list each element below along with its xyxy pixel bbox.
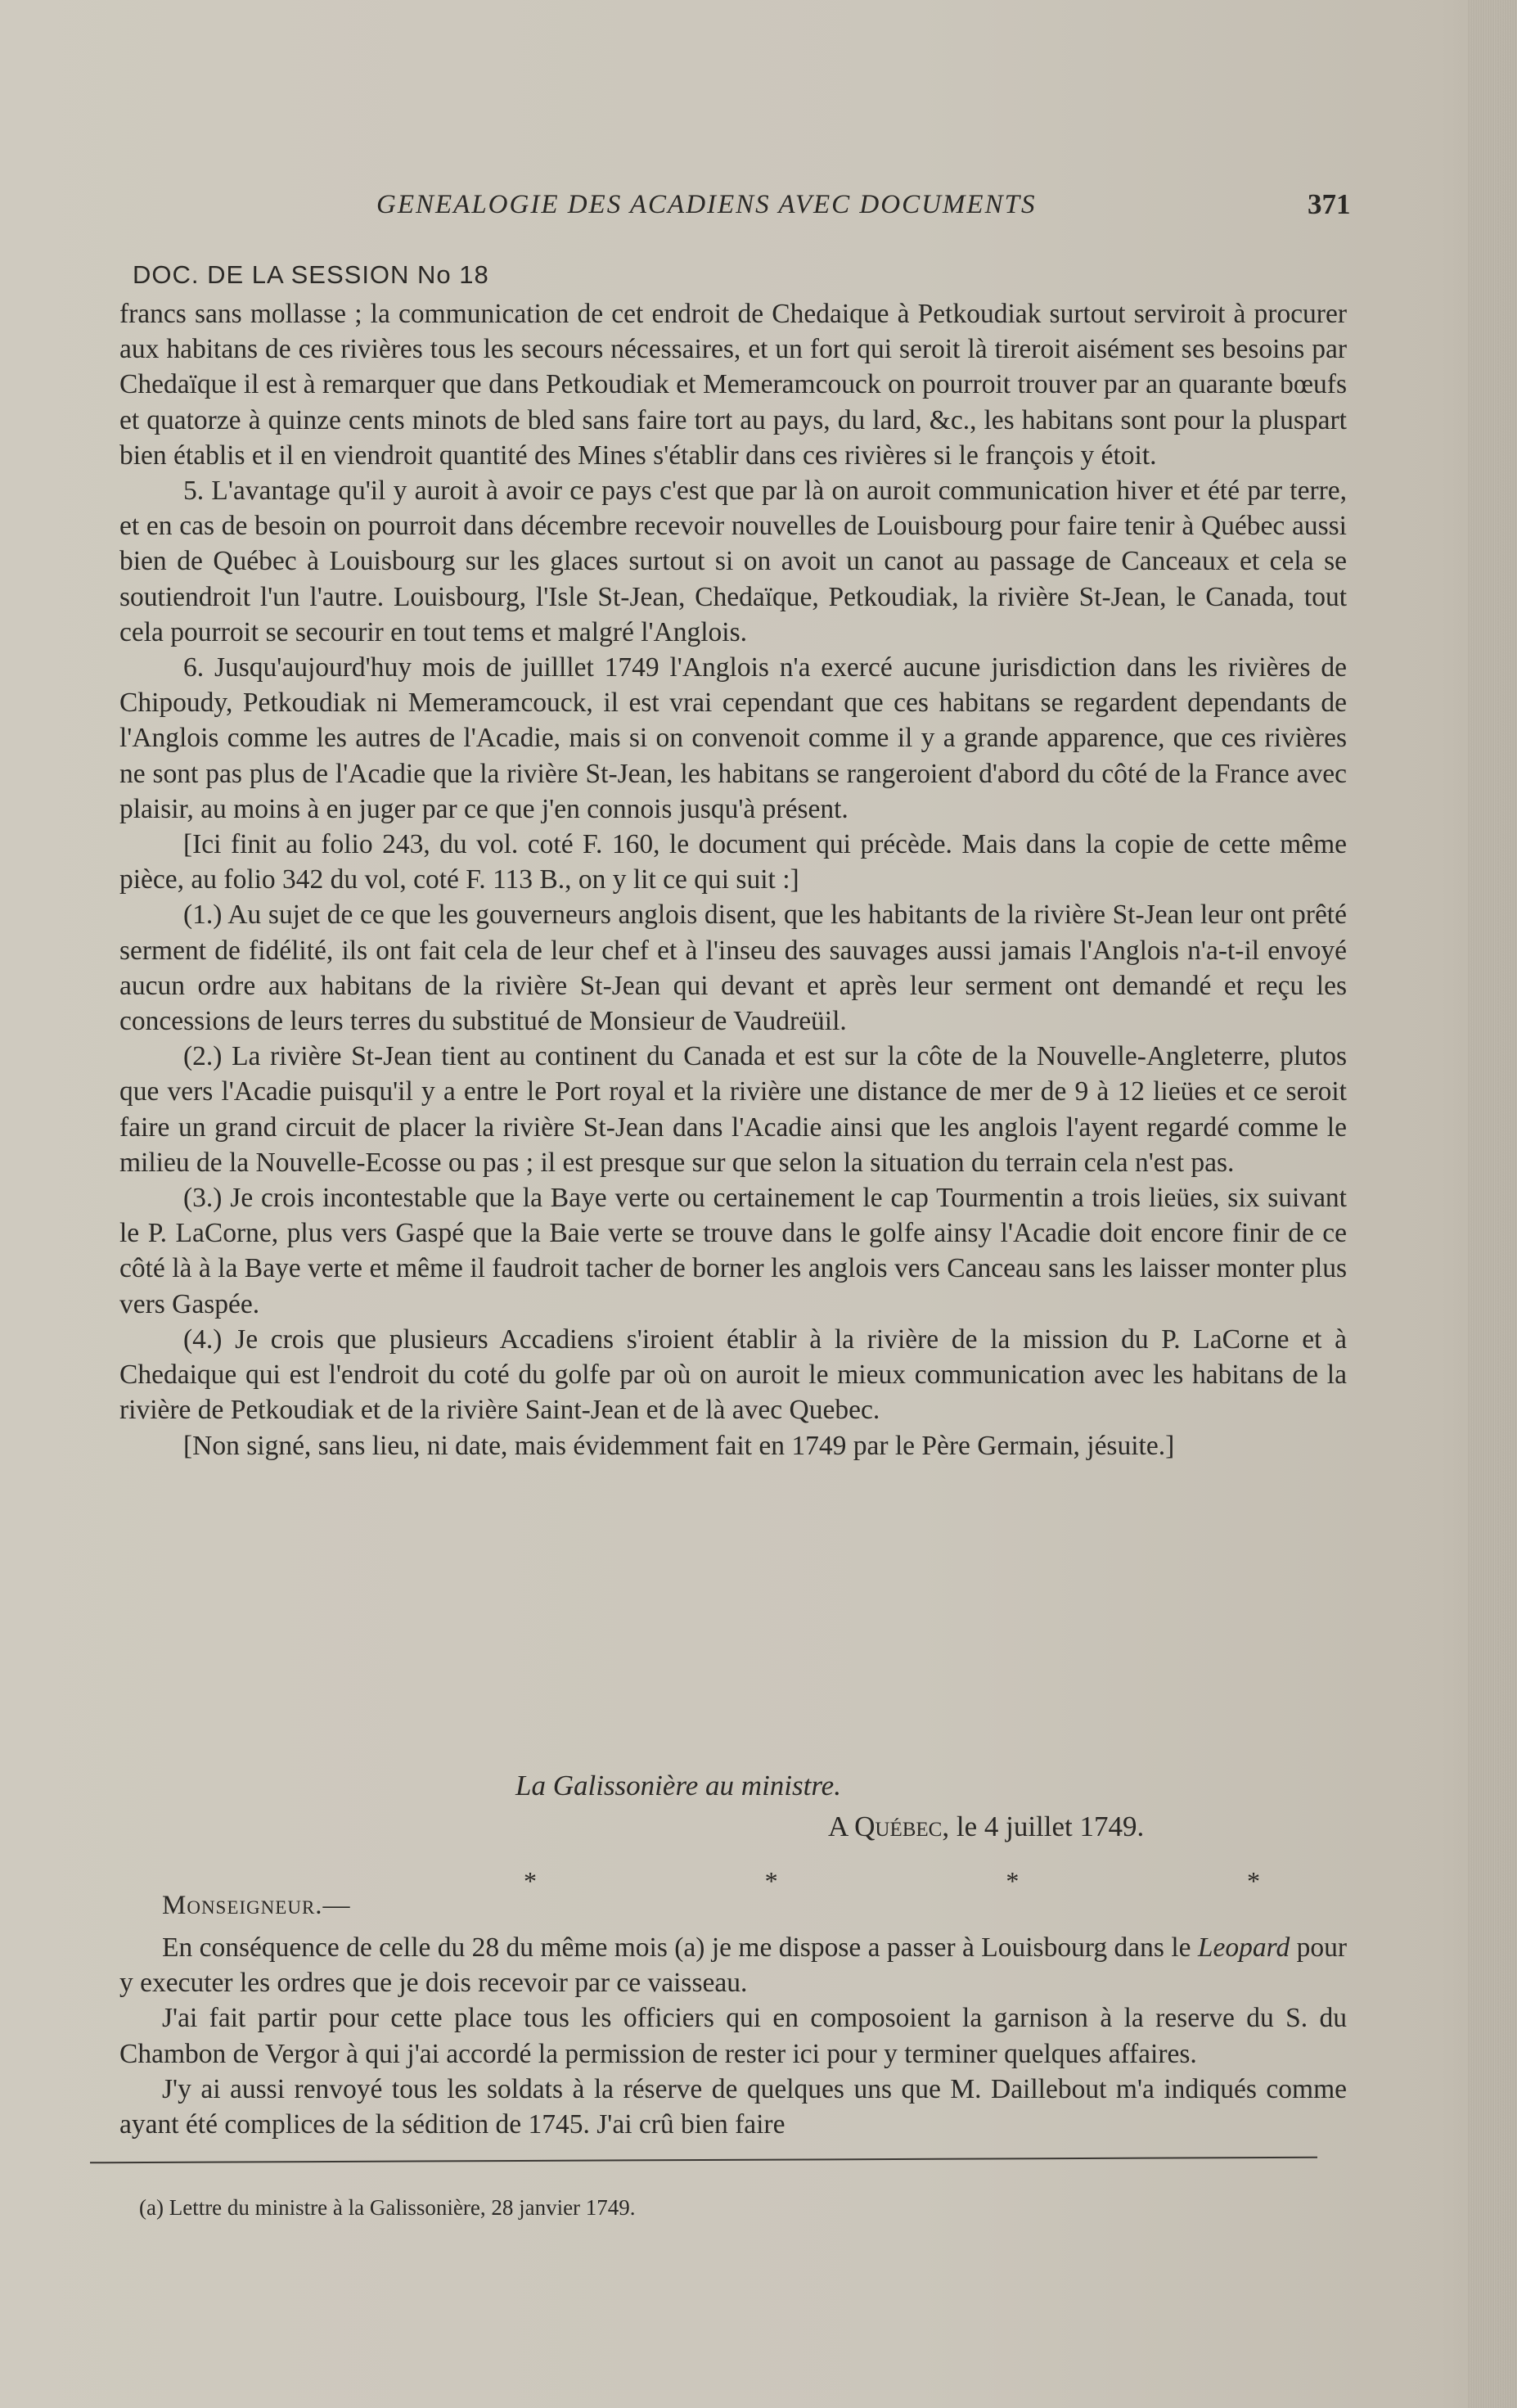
ship-name: Leopard (1197, 1932, 1290, 1963)
editorial-note-unsigned: [Non signé, sans lieu, ni date, mais évidemment fait en 1749 par le Père Germain, jésuite.] (183, 1430, 1175, 1461)
asterisk-separator (524, 1866, 1260, 1896)
footnote: (a) Lettre du ministre à la Galissonière, 28 janvier 1749. (139, 2195, 636, 2220)
letter-dateline (828, 1811, 1144, 1843)
letter-salutation: Monseigneur.— (162, 1891, 351, 1920)
asterisk: * (764, 1866, 778, 1896)
running-title: GENEALOGIE DES ACADIENS AVEC DOCUMENTS (376, 190, 1037, 219)
letter-paragraph-2: J'ai fait partir pour cette place tous les officiers qui en composoient la garnison à la reserve du S. du Chambon de Vergor à qui j'ai accordé la permission de rester ici pour y terminer quelques affaires. (119, 2003, 1347, 2069)
asterisk: * (524, 1866, 537, 1896)
paragraph-5: 5. L'avantage qu'il y auroit à avoir ce pays c'est que par là on auroit communication hiver et été par terre, et en cas de besoin on pourroit dans décembre recevoir nouvelles de Louisbourg pour faire tenir à Québec aussi bien de Québec à Louisbourg sur les glaces surtout si on avoit un canot au passage de Canceaux et cela se soutiendroit l'un l'autre. Louisbourg, l'Isle St-Jean, Chedaïque, Petkoudiak, la rivière St-Jean, le Canada, tout cela pourroit se secourir en tout tems et malgré l'Anglois. (119, 476, 1347, 647)
paragraph-point-1: (1.) Au sujet de ce que les gouverneurs anglois disent, que les habitants de la rivière St-Jean leur ont prêté serment de fidélité, ils ont fait cela de leur chef et à l'inseu des sauvages aussi jamais l'Anglois n'a-t-il envoyé aucun ordre aux habitans de la rivière St-Jean qui devant et après leur serment ont demandé et reçu les concessions de leurs terres du substitué de Monsieur de Vaudreüil. (119, 900, 1347, 1037)
paragraph-point-2: (2.) La rivière St-Jean tient au continent du Canada et est sur la côte de la Nouvelle-Angleterre, plutos que vers l'Acadie puisqu'il y a entre le Port royal et la rivière une distance de mer de 9 à 12 lieües et ce seroit faire un grand circuit de placer la rivière St-Jean dans l'Acadie ainsi que les anglois l'ayent regardé comme le milieu de la Nouvelle-Ecosse ou pas ; il est presque sur que selon la situation du terrain cela n'est pas. (119, 1041, 1347, 1178)
asterisk: * (1006, 1866, 1020, 1896)
letter-paragraph-3: J'y ai aussi renvoyé tous les soldats à la réserve de quelques uns que M. Daillebout m'a indiqués comme ayant été complices de la sédition de 1745. J'ai crû bien faire (119, 2073, 1347, 2140)
body-text (119, 296, 1347, 1463)
footnote-rule (90, 2157, 1317, 2164)
dateline-place: Québec (854, 1811, 943, 1842)
dateline-date: , le 4 juillet 1749. (942, 1811, 1145, 1842)
paragraph-point-3: (3.) Je crois incontestable que la Baye verte ou certainement le cap Tourmentin a trois lieües, six suivant le P. LaCorne, plus vers Gaspé que la Baie verte se trouve dans le golfe ainsy l'Acadie doit encore finir de ce côté là à la Baye verte et même il faudroit tacher de borner les anglois vers Canceau sans les laisser monter plus vers Gaspée. (119, 1183, 1347, 1319)
asterisk: * (1246, 1866, 1260, 1896)
paragraph-point-4: (4.) Je crois que plusieurs Accadiens s'iroient établir à la rivière de la mission du P. LaCorne et à Chedaique qui est l'endroit du coté du golfe par où on auroit le mieux communication avec les habitans de la rivière de Petkoudiak et de la rivière Saint-Jean et de là avec Quebec. (119, 1323, 1347, 1426)
session-label: DOC. DE LA SESSION No 18 (133, 260, 489, 289)
letter-body (119, 1930, 1347, 2142)
editorial-note-folio: [Ici finit au folio 243, du vol. coté F. 160, le document qui précède. Mais dans la copie de cette même pièce, au folio 342 du vol, coté F. 113 B., on y lit ce qui suit :] (119, 829, 1347, 895)
page-edge-shadow (1468, 0, 1517, 2408)
paragraph-6: 6. Jusqu'aujourd'huy mois de juilllet 1749 l'Anglois n'a exercé aucune jurisdiction dans les rivières de Chipoudy, Petkoudiak ni Memeramcouck, il est vrai cependant que ces habitans se regardent dependants de l'Anglois comme les autres de l'Acadie, mais si on convenoit comme il y a grande apparence, que ces rivières ne sont pas plus de l'Acadie que la rivière St-Jean, les habitans se rangeroient d'abord du côté de la France avec plaisir, au moins à en juger par ce que j'en connois jusqu'à présent. (119, 652, 1347, 824)
paragraph-continuation: francs sans mollasse ; la communication de cet endroit de Chedaique à Petkoudiak surtout serviroit à procurer aux habitans de ces rivières tous les secours nécessaires, et un fort qui seroit là tireroit aisément ses besoins par Chedaïque il est à remarquer que dans Petkoudiak et Memeramcouck on pourroit trouver par an quarante bœufs et quatorze à quinze cents minots de bled sans faire tort au pays, du lard, &c., les habitans sont pour la pluspart bien établis et il en viendroit quantité des Mines s'établir dans ces rivières si le françois y étoit. (119, 299, 1347, 471)
letter-paragraph-1: En conséquence de celle du 28 du même mois (a) je me dispose a passer à Louisbourg dans le Leopard pour y executer les ordres que je dois recevoir par ce vaisseau. (119, 1932, 1348, 1999)
dateline-prefix: A (828, 1811, 855, 1842)
letter-title: La Galissonière au ministre. (515, 1770, 841, 1801)
page-number: 371 (1308, 188, 1351, 220)
